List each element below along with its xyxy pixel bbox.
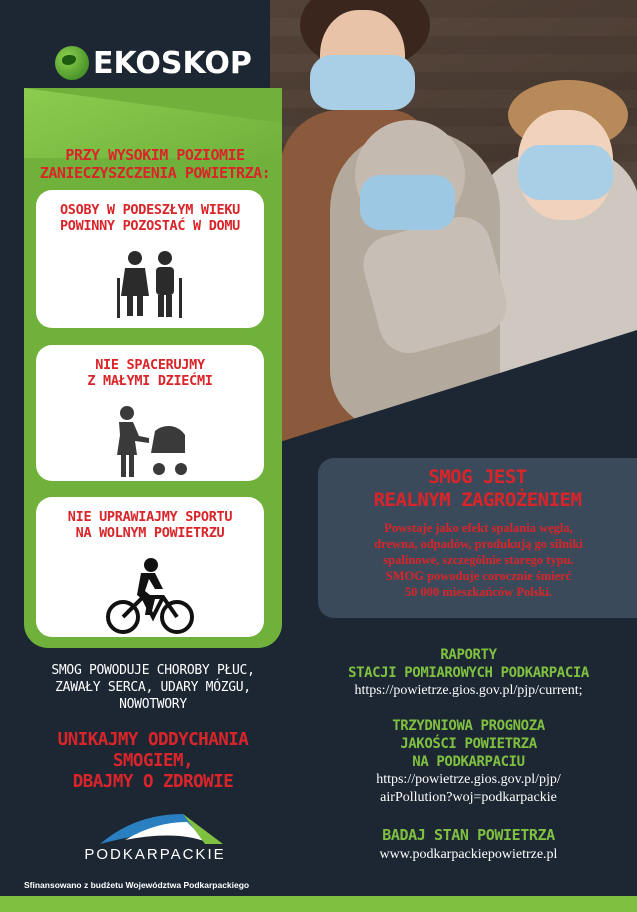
podkarpackie-swoosh-icon	[95, 810, 225, 846]
funding-note: Sfinansowano z budżetu Województwa Podkarpackiego	[24, 880, 250, 890]
stroller-icon	[105, 405, 195, 481]
card-cyclist	[36, 497, 264, 637]
logo-text: EKOSKOP	[93, 45, 252, 81]
reports-link[interactable]: https://powietrze.gios.gov.pl/pjp/current;	[354, 683, 583, 698]
forecast-link[interactable]: https://powietrze.gios.gov.pl/pjp/ airPollution?woj=podkarpackie	[376, 772, 561, 805]
cyclist-icon	[105, 557, 195, 637]
reports-heading: RAPORTY STACJI POMIAROWYCH PODKARPACIA	[348, 647, 589, 681]
slogan: UNIKAJMY ODDYCHANIA SMOGIEM, DBAJMY O ZDROWIE	[57, 730, 249, 792]
check-air-heading: BADAJ STAN POWIETRZA	[382, 826, 555, 844]
elderly-couple-icon	[105, 250, 195, 320]
ekoskop-logo	[55, 40, 255, 86]
card-title: NIE SPACERUJMY Z MAŁYMI DZIEĆMI	[87, 357, 213, 389]
card-elderly	[36, 190, 264, 328]
card-title: NIE UPRAWIAJMY SPORTU NA WOLNYM POWIETRZU	[67, 509, 233, 541]
card-stroller	[36, 345, 264, 481]
photo-diagonal-cut	[270, 0, 637, 470]
podkarpackie-text: PODKARPACKIE	[84, 846, 226, 863]
smog-title: SMOG JEST REALNYM ZAGROŻENIEM	[373, 466, 582, 511]
bottom-bar	[0, 896, 637, 912]
warning-heading: PRZY WYSOKIM POZIOMIE ZANIECZYSZCZENIA POWIETRZA:	[39, 146, 271, 182]
forecast-heading: TRZYDNIOWA PROGNOZA JAKOŚCI POWIETRZA NA PODKARPACIU	[392, 718, 545, 770]
podkarpackie-logo	[70, 810, 240, 870]
globe-icon	[55, 46, 89, 80]
smog-description: Powstaje jako efekt spalania węgla, drewna, odpadów, produkują go silniki spalinowe, szczególnie starego typu. SMOG powoduje corocznie śmierć 50 000 mieszkańców Polski.	[374, 521, 583, 599]
card-title: OSOBY W PODESZŁYM WIEKU POWINNY POZOSTAĆ W DOMU	[59, 202, 241, 234]
check-air-link[interactable]: www.podkarpackiepowietrze.pl	[379, 847, 558, 862]
diseases-text: SMOG POWODUJE CHOROBY PŁUC, ZAWAŁY SERCA, UDARY MÓZGU, NOWOTWORY	[51, 663, 255, 712]
